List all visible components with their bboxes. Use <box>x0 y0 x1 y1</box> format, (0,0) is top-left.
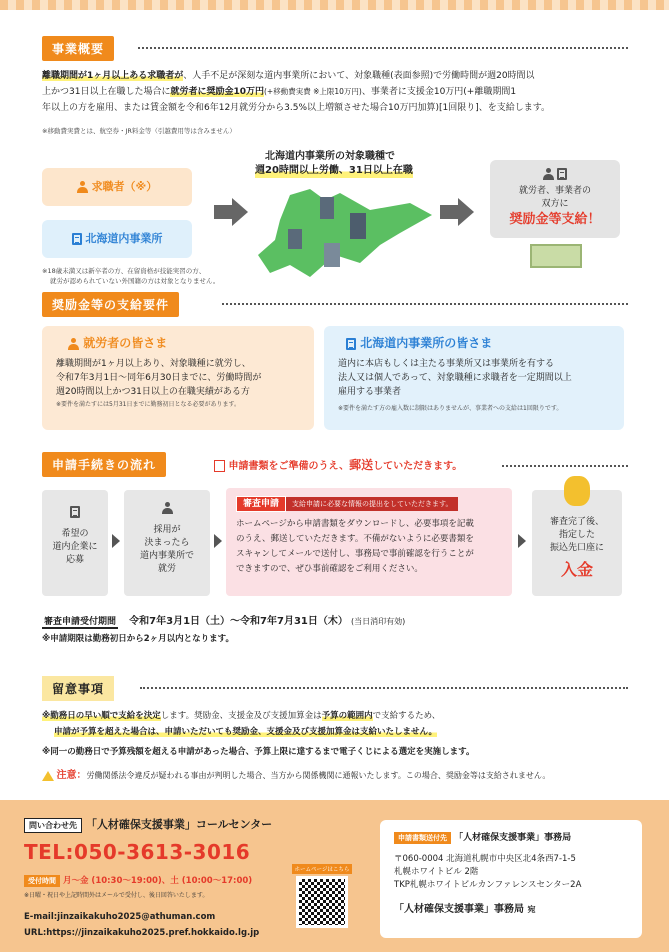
overview-highlight: 就労者に奨励金10万円 <box>170 87 264 97</box>
worker-text: 令和7年3月1日～同年6月30日までに、労働時間が <box>56 373 262 383</box>
review-head: 支給申請に必要な情報の提出をしていただきます。 <box>286 497 458 511</box>
document-icon <box>557 168 567 180</box>
banknote-icon <box>530 244 582 268</box>
mailing-address-box: 申請書類送付先 「人材確保支援事業」事務局 〒060-0004 北海道札幌市中央区北4条西7-1-5 札幌ホワイトビル 2階 TKP札幌ホワイトビルカンファレンスセンター2A 「人材確保支援事業」事務局 宛 <box>380 820 642 938</box>
building-icon <box>324 243 340 267</box>
section-label-overview: 事業概要 <box>42 36 114 61</box>
flow-arrow <box>440 205 458 219</box>
building-icon <box>72 233 82 245</box>
review-body: ホームページから申請書類をダウンロードし、必要事項を記載 のうえ、郵送していただきます。不備がないように必要書類を スキャンしてメールで送付し、事務局で事前確認を行うことが できますので、ぜひ事前確認をご利用ください。 <box>236 519 474 574</box>
pencil-doc-icon <box>214 460 225 472</box>
flow-step-payment: 審査完了後、 指定した 振込先口座に 入金 <box>532 490 622 596</box>
section-label-notes: 留意事項 <box>42 676 114 701</box>
business-note: ※要件を満たす方の雇入数に制限はありませんが、事業者への支給は1回限りです。 <box>338 405 563 412</box>
hours: 受付時間 月～金 (10:30～19:00)、土 (10:00～17:00) <box>24 874 252 886</box>
coins-icon <box>564 476 590 506</box>
section-label-requirements: 奨励金等の支給要件 <box>42 292 179 317</box>
worker-text: 離職期間が1ヶ月以上あり、対象職種に就労し、 <box>56 359 251 369</box>
overview-text: 年以上の方を雇用、または賃金額を令和6年12月就労分から3.5%以上増額させた場合10万円加算)[1回限り]、を支給します。 <box>42 103 551 113</box>
overview-lead: 離職期間が1ヶ月以上ある求職者が <box>42 71 184 81</box>
business-text: 雇用する事業者 <box>338 387 402 397</box>
phone-number[interactable]: TEL:050-3613-3016 <box>24 840 251 864</box>
notes-body: ※勤務日の早い順で支給を決定します。奨励金、支援金及び支援加算金は予算の範囲内で支給するため、 申請が予算を超えた場合は、申請いただいても奨励金、支援金及び支援加算金は支給いたしません。 ※同一の勤務日で予算残額を超える申請があった場合、予算上限に達するまで電子くじによる選定を実施します。 <box>42 711 475 757</box>
flow-step-work: 採用が 決まったら 道内事業所で 就労 <box>124 490 210 596</box>
business-text: 法人又は個人であって、対象職種に求職者を一定期間以上 <box>338 373 572 383</box>
worker-note: ※要件を満たすには5月31日までに勤務初日となる必要があります。 <box>56 401 241 408</box>
section-label-flow: 申請手続きの流れ <box>42 452 166 477</box>
business-requirements <box>324 326 624 430</box>
person-icon <box>543 168 554 180</box>
website-url[interactable]: URL:https://jinzaikakuho2025.pref.hokkaido.lg.jp <box>24 928 260 938</box>
overview-text: 上かつ31日以上在職した場合に <box>42 87 171 97</box>
business-label: 北海道内事業所 <box>85 232 163 245</box>
contact-heading: 問い合わせ先 「人材確保支援事業」コールセンター <box>24 816 272 832</box>
caution: 注意：労働関係法令違反が疑われる事由が判明した場合、当方から関係機関に通報いたします。この場合、奨励金等は支給されません。 <box>42 766 550 781</box>
building-icon <box>350 213 366 239</box>
person-icon <box>68 338 79 350</box>
building-icon <box>70 506 80 518</box>
worker-text: 週20時間以上かつ31日以上の在職実績がある方 <box>56 387 250 397</box>
step-arrow <box>518 534 526 548</box>
map-caption: 北海道内事業所の対象職種で 週20時間以上労働、31日以上在職 <box>255 151 413 176</box>
step-arrow <box>214 534 222 548</box>
worker-requirements <box>42 326 314 430</box>
hokkaido-map <box>250 185 440 285</box>
worker-title: 就労者の皆さま <box>83 336 168 350</box>
building-icon <box>320 197 334 219</box>
business-box <box>42 220 192 258</box>
overview-note: ※移動費実費とは、航空券・JR料金等（引越費用等は含みません） <box>42 127 236 135</box>
overview-body <box>42 68 632 116</box>
deadline-note: ※申請期限は勤務初日から2ヶ月以内となります。 <box>42 634 234 644</box>
jobseeker-box <box>42 168 192 206</box>
person-icon <box>162 502 173 514</box>
building-icon <box>346 338 356 350</box>
flow-subtitle: 申請書類をご準備のうえ、郵送していただきます。 <box>214 456 462 473</box>
divider <box>140 687 628 689</box>
homepage-tag: ホームページはこちら <box>292 864 352 874</box>
hours-note: ※日曜・祝日や上記時間外はメールで受付し、後日回答いたします。 <box>24 892 209 899</box>
flow-arrow-head <box>232 198 248 226</box>
step-arrow <box>112 534 120 548</box>
business-text: 道内に本店もしくは主たる事業所又は事業所を有する <box>338 359 555 369</box>
divider <box>138 47 628 49</box>
overview-text: 、事業者に支援金10万円(+離職期間1 <box>361 87 517 97</box>
flow-step-apply: 希望の 道内企業に 応募 <box>42 490 108 596</box>
divider <box>502 465 628 467</box>
divider <box>222 303 628 305</box>
building-icon <box>288 229 302 249</box>
flow-arrow <box>214 205 232 219</box>
overview-text: 、人手不足が深刻な道内事業所において、対象職種(表面参照)で労働時間が週20時間以 <box>183 71 535 81</box>
flow-step-review <box>226 488 512 596</box>
warning-icon <box>42 771 54 781</box>
person-icon <box>77 181 88 193</box>
qr-code[interactable] <box>296 876 348 928</box>
flow-arrow-head <box>458 198 474 226</box>
application-period: 審査申請受付期間 令和7年3月1日（土）～令和7年7月31日（木） (当日消印有効) <box>44 616 406 627</box>
result-box: 就労者、事業者の 双方に 奨励金等支給！ <box>490 160 620 238</box>
review-tag: 審査申請 <box>236 496 286 512</box>
top-stripe <box>0 0 669 10</box>
overview-text: (+移動費実費 ※上限10万円) <box>263 87 362 96</box>
email[interactable]: E-mail:jinzaikakuho2025@athuman.com <box>24 912 216 922</box>
jobseeker-label: 求職者（※） <box>91 180 158 193</box>
business-title: 北海道内事業所の皆さま <box>360 336 493 350</box>
target-note: ※18歳未満又は新卒者の方、在留資格が技能実習の方、 就労が認められていない外国籍の方は対象となりません。 <box>42 267 220 285</box>
